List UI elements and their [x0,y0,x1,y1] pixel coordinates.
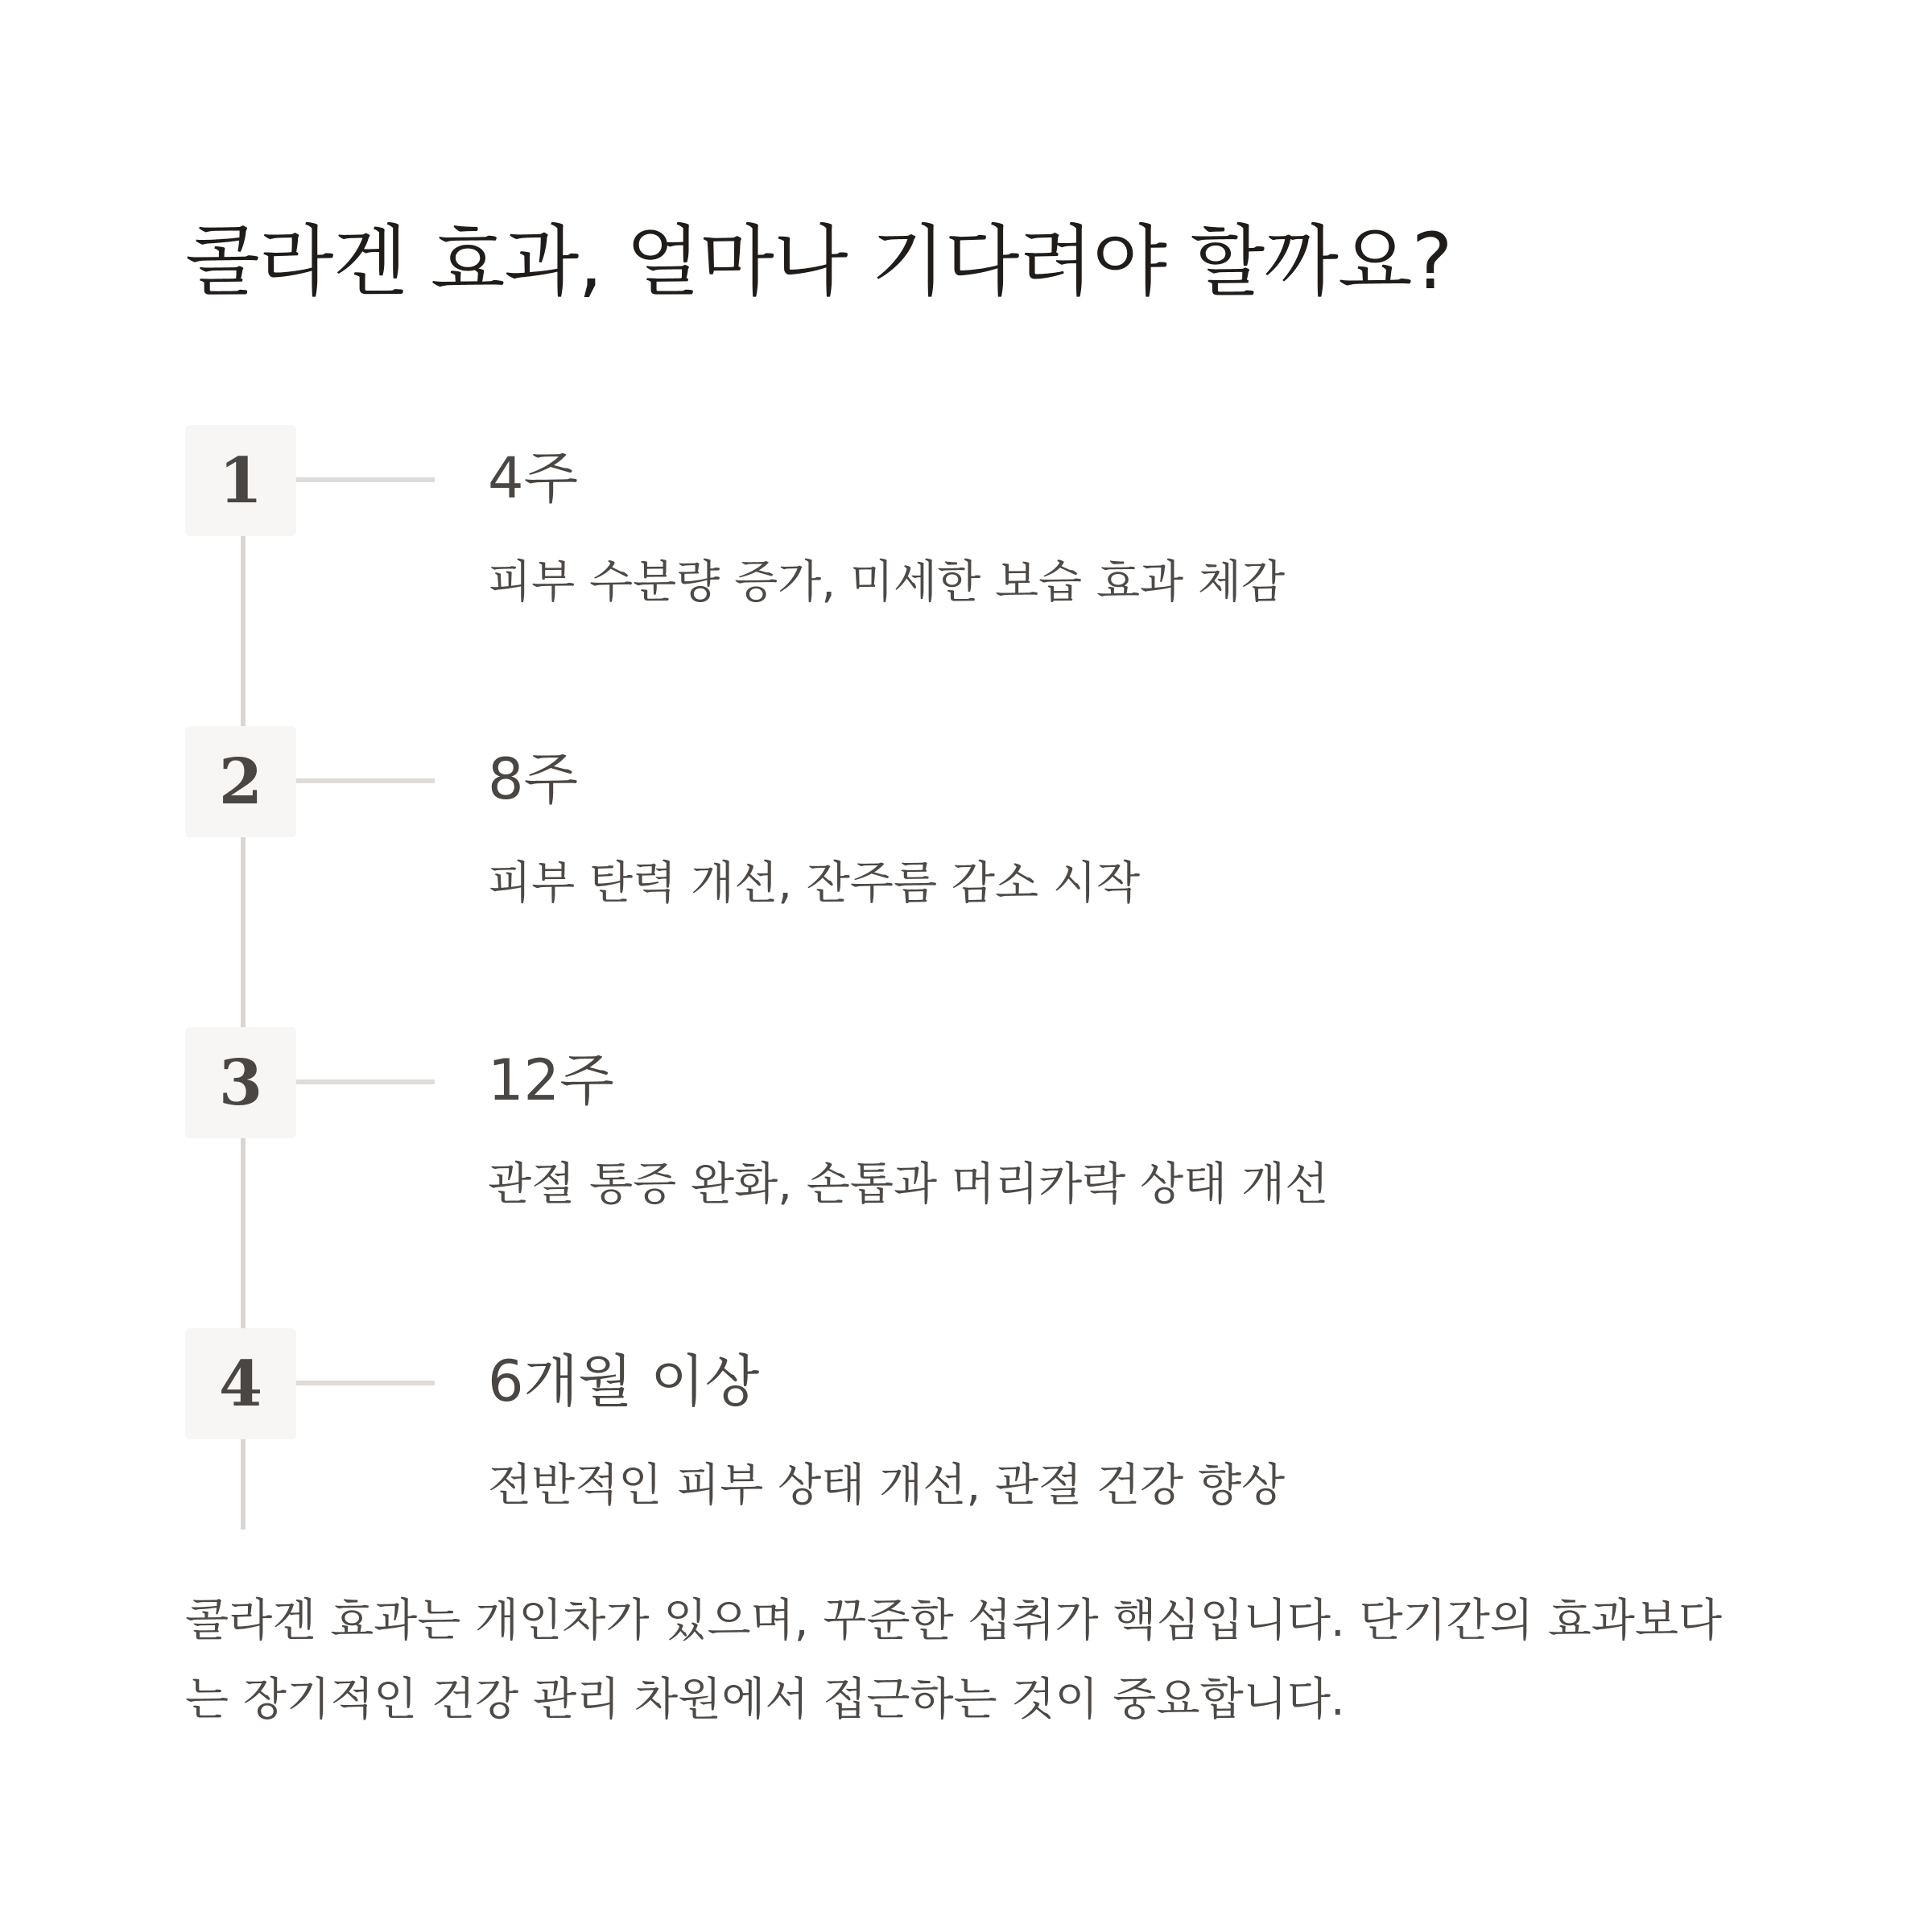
footer-note-line-1: 콜라겐 효과는 개인차가 있으며, 꾸준한 섭취가 핵심입니다. 단기간의 효과보다 [185,1595,1723,1647]
step-connector [296,1381,435,1385]
step-connector [296,778,435,783]
step-connector [296,477,435,482]
timeline-step-1 [0,425,1932,634]
footer-note [185,1582,1779,1740]
step-number-badge: 2 [185,726,296,837]
step-period: 6개월 이상 [488,1348,760,1414]
step-description: 피부 탄력 개선, 잔주름 감소 시작 [488,857,1141,910]
step-description: 피부 수분량 증가, 미세한 보습 효과 체감 [488,556,1286,609]
step-period: 4주 [488,445,579,511]
page-title: 콜라겐 효과, 얼마나 기다려야 할까요? [185,217,1452,307]
step-number-badge: 3 [185,1027,296,1138]
step-description: 전반적인 피부 상태 개선, 관절 건강 향상 [488,1459,1286,1512]
step-period: 8주 [488,746,579,812]
timeline-step-4 [0,1328,1932,1538]
step-period: 12주 [488,1047,614,1113]
step-connector [296,1080,435,1084]
step-description: 관절 통증 완화, 손톱과 머리카락 상태 개선 [488,1158,1329,1211]
timeline-step-2 [0,726,1932,935]
footer-note-line-2: 는 장기적인 건강 관리 차원에서 접근하는 것이 중요합니다. [185,1674,1345,1726]
step-number-badge: 1 [185,425,296,536]
timeline-step-3 [0,1027,1932,1236]
step-number-badge: 4 [185,1328,296,1439]
